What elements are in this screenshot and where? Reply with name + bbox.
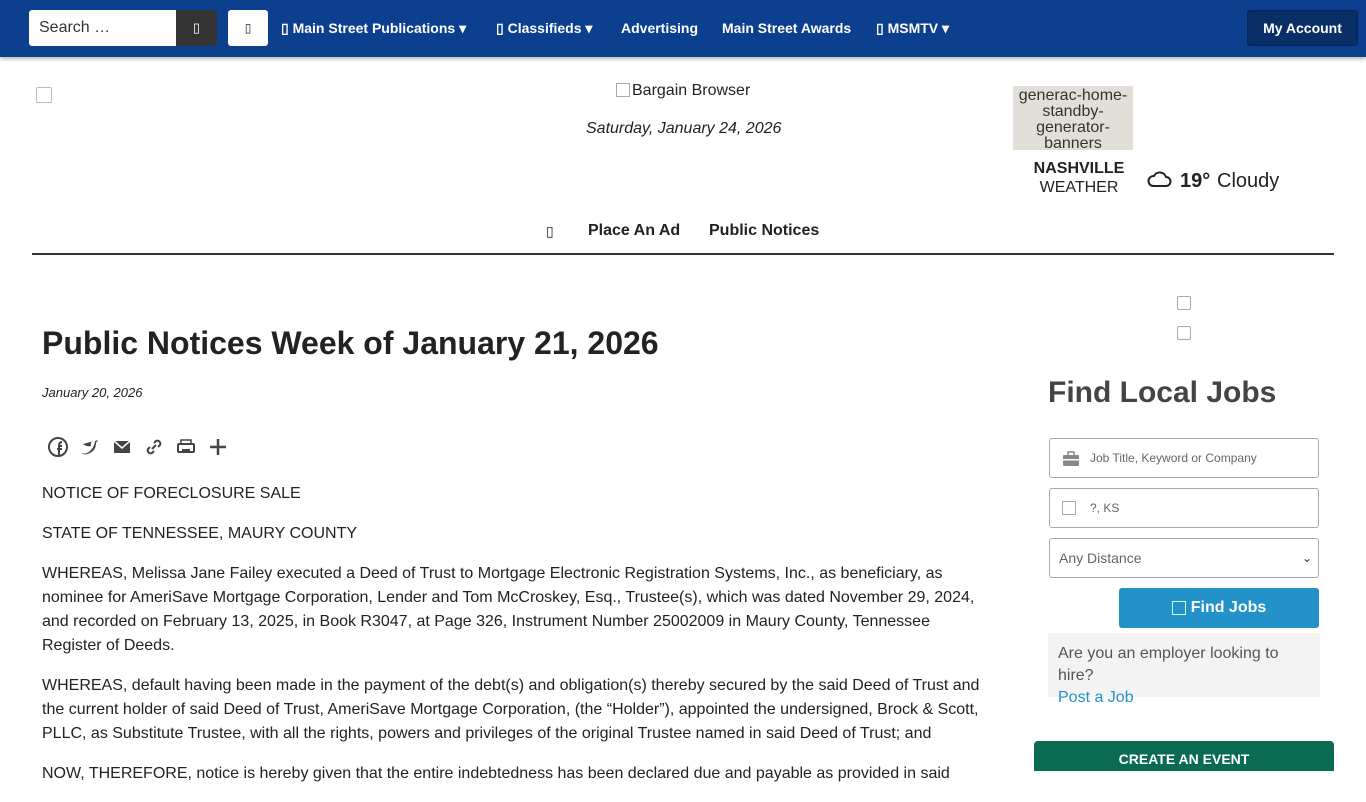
sidebar-ad-image[interactable] — [1177, 296, 1191, 310]
article-paragraph: WHEREAS, default having been made in the payment of the debt(s) and obligation(s) thereby secured by the said Deed of Trust and the current holder of said Deed of Trust, AmeriSave Mortgage Corporation, (the “Holder”), appointed the undersigned, Brock & Scott, PLLC, as Substitute Trustee, with all the rights, powers and privileges of the original Trustee named in said Deed of Trust; and — [42, 677, 980, 742]
broken-image-icon — [616, 83, 630, 97]
job-location-placeholder: ?, KS — [1090, 501, 1120, 515]
article-title: Public Notices Week of January 21, 2026 — [42, 325, 659, 361]
print-icon[interactable] — [175, 436, 197, 458]
job-location-input[interactable] — [1049, 488, 1319, 528]
location-icon — [1062, 501, 1076, 515]
employer-text: Are you an employer looking to hire? — [1058, 645, 1279, 684]
search-icon: ▯ — [192, 20, 201, 35]
email-icon[interactable] — [111, 436, 133, 458]
search-button[interactable] — [176, 10, 217, 46]
post-job-link[interactable]: Post a Job — [1058, 689, 1134, 706]
subnav-public-notices[interactable]: Public Notices — [709, 222, 820, 239]
nav-advertising[interactable]: Advertising — [621, 20, 699, 36]
article-paragraph: NOW, THEREFORE, notice is hereby given that the entire indebtedness has been declared due and payable as provided in said — [42, 765, 950, 782]
article-paragraph: STATE OF TENNESSEE, MAURY COUNTY — [42, 525, 358, 542]
facebook-icon[interactable] — [47, 436, 69, 458]
distance-select[interactable] — [1049, 538, 1319, 578]
sidebar-ad-image[interactable] — [1177, 326, 1191, 340]
home-icon[interactable]: ▯ — [546, 223, 554, 239]
search-input[interactable] — [29, 10, 176, 46]
nav-main-street-publications[interactable]: ▯ Main Street Publications ▾ — [281, 20, 467, 36]
top-navigation-bar — [0, 0, 1366, 57]
briefcase-icon — [1062, 451, 1080, 467]
employer-box — [1048, 633, 1320, 706]
find-jobs-button[interactable] — [1119, 588, 1319, 628]
weather-label: WEATHER — [1039, 179, 1119, 196]
current-date: Saturday, January 24, 2026 — [586, 120, 782, 137]
article-paragraph: WHEREAS, Melissa Jane Failey executed a Deed of Trust to Mortgage Electronic Registration Systems, Inc., as beneficiary, as nominee for AmeriSave Mortgage Corporation, Lender and Tom McCroskey, Esq., Trustee(s), which was dated November 29, 2024, and recorded on February 13, 2025, in Book R3047, at Page 326, Instrument Number 25002009 in Maury County, Tennessee Register of Deeds. — [42, 565, 975, 654]
link-icon[interactable] — [143, 436, 165, 458]
bargain-browser-banner[interactable] — [616, 82, 750, 100]
article-paragraph: NOTICE OF FORECLOSURE SALE — [42, 485, 301, 502]
site-logo-image[interactable] — [36, 87, 52, 103]
job-keyword-input[interactable] — [1049, 438, 1319, 478]
job-keyword-placeholder: Job Title, Keyword or Company — [1090, 451, 1257, 465]
article-body — [42, 482, 982, 802]
cloud-icon — [1146, 168, 1172, 190]
nav-classifieds[interactable]: ▯ Classifieds ▾ — [496, 20, 593, 36]
distance-selected-value: Any Distance — [1059, 550, 1142, 566]
menu-button[interactable] — [228, 10, 268, 46]
generac-banner[interactable] — [1013, 86, 1133, 150]
broken-image-icon — [1172, 601, 1186, 615]
nav-main-street-awards[interactable]: Main Street Awards — [722, 20, 852, 36]
plus-icon[interactable] — [207, 436, 229, 458]
weather-city: NASHVILLE — [1033, 160, 1125, 177]
my-account-button[interactable]: My Account — [1247, 10, 1358, 46]
jobs-widget-title: Find Local Jobs — [1048, 376, 1277, 409]
twitter-icon[interactable] — [79, 436, 101, 458]
chevron-down-icon: ⌄ — [1301, 551, 1312, 565]
generac-alt-text: generac-home-standby-generator-banners — [1018, 87, 1128, 152]
search-placeholder: Search … — [39, 19, 111, 36]
article-date: January 20, 2026 — [42, 385, 143, 400]
nav-msmtv[interactable]: ▯ MSMTV ▾ — [876, 20, 950, 36]
menu-icon: ▯ — [244, 21, 252, 35]
find-jobs-label: Find Jobs — [1190, 599, 1267, 616]
subnav-place-an-ad[interactable]: Place An Ad — [588, 222, 681, 239]
bargain-browser-alt: Bargain Browser — [632, 82, 751, 99]
header-divider — [32, 253, 1334, 255]
create-event-button[interactable]: CREATE AN EVENT — [1034, 741, 1334, 771]
weather-temperature: 19° — [1180, 170, 1211, 192]
weather-condition: Cloudy — [1217, 170, 1280, 192]
